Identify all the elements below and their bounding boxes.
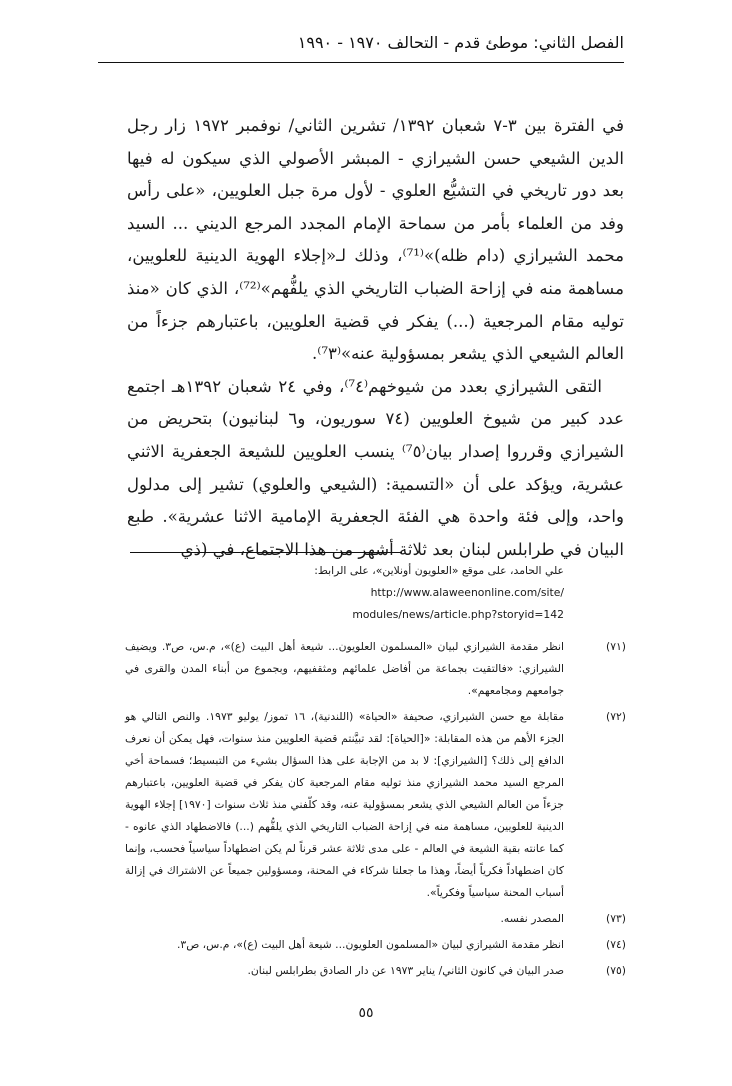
footnote-text: مقابلة مع حسن الشيرازي، صحيفة «الحياة» (اللندنية)، ١٦ تموز/ يوليو ١٩٧٣. والنص التالي هو الجزء الأهم من هذه المقابلة: «[الحياة]: لقد تبيَّنتم قضية العلويين منذ سنوات، فهل يمكن أن نعرف الدافع إلى ذلك؟ [الشيرازي]: لا بد من الإجابة على هذا السؤال بشيء من التبسيط؛ فسماحة أخي المرجع السيد محمد الشيرازي منذ توليه مقام المرجعية كان يفكر في قضية العلويين، باعتبارهم جزءاً من العالم الشيعي الذي يشعر بمسؤولية عنه، وقد كلّفني منذ ثلاث سنوات [١٩٧٠] إجلاء الهوية الدينية للعلويين، مساهمة منه في إزاحة الضباب التاريخي الذي يلفُّهم (...) فالاضطهاد الذي عانوه - كما عانته بقية الشيعة في العالم - على مدى ثلاثة عشر قرناً لم يكن اضطهاداً سياسياً فحسب، وإنما كان اضطهاداً فكرياً أيضاً، وهذا ما جعلنا شركاء في المحنة، ومسؤولين جميعاً عن الاشتراك في إزالة أسباب المحنة سياسياً وفكرياً». xyxy=(125,710,564,899)
footnote-continuation-text: علي الحامد، على موقع «العلويون أونلاين»، على الرابط: xyxy=(314,564,564,577)
footnote-number: (٧٤) xyxy=(605,938,627,951)
body-text xyxy=(127,110,624,566)
header-rule xyxy=(98,62,624,63)
footnote-link-path[interactable]: modules/news/article.php?storyid=142 xyxy=(352,608,564,621)
footnote-text: المصدر نفسه. xyxy=(500,912,564,925)
footnote-72 xyxy=(125,706,634,904)
footnotes xyxy=(125,560,634,986)
footnote-number: (٧١) xyxy=(605,640,627,653)
footnote-number: (٧٢) xyxy=(605,710,627,723)
footnote-separator xyxy=(130,552,402,553)
footnote-73 xyxy=(125,908,634,930)
footnote-text: انظر مقدمة الشيرازي لبيان «المسلمون العلويون... شيعة أهل البيت (ع)»، م.س، ص٣. xyxy=(176,938,564,951)
running-header: الفصل الثاني: موطئ قدم - التحالف ١٩٧٠ - ١٩٩٠ xyxy=(297,33,624,52)
footnote-71 xyxy=(125,636,634,702)
body-paragraph-2: التقى الشيرازي بعدد من شيوخهم⁽⁷٤⁾، وفي ٢٤ شعبان ١٣٩٢هـ اجتمع عدد كبير من شيوخ العلويين (٧٤ سوريون، و٦ لبنانيون) بتحريض من الشيرازي وقرروا إصدار بيان⁽⁷٥⁾ ينسب العلويين للشيعة الجعفرية الاثني عشرية، ويؤكد على أن «التسمية: (الشيعي والعلوي) تشير إلى مدلول واحد، وإلى فئة واحدة هي الفئة الجعفرية الإمامية الاثنا عشرية». طبع البيان في طرابلس لبنان بعد ثلاثة أشهر من هذا الاجتماع، في (ذي xyxy=(127,376,624,559)
footnote-number: (٧٥) xyxy=(605,964,627,977)
footnote-text: صدر البيان في كانون الثاني/ يناير ١٩٧٣ عن دار الصادق بطرابلس لبنان. xyxy=(247,964,564,977)
footnote-continuation xyxy=(125,560,634,626)
page-number: ٥٥ xyxy=(358,1005,374,1021)
body-paragraph-1: في الفترة بين ٣-٧ شعبان ١٣٩٢/ تشرين الثاني/ نوفمبر ١٩٧٢ زار رجل الدين الشيعي حسن الشيرازي - المبشر الأصولي الذي سيكون له فيها بعد دور تاريخي في التشيُّع العلوي - لأول مرة جبل العلويين، «على رأس وفد من العلماء بأمر من سماحة الإمام المجدد المرجع الديني ... السيد محمد الشيرازي (دام ظله)»⁽⁷¹⁾، وذلك لـ«إجلاء الهوية الدينية للعلويين، مساهمة منه في إزاحة الضباب التاريخي الذي يلفُّهم»⁽⁷²⁾، الذي كان «منذ توليه مقام المرجعية (...) يفكر في قضية العلويين، باعتبارهم جزءاً من العالم الشيعي الذي يشعر بمسؤولية عنه»⁽⁷٣⁾. xyxy=(127,116,624,364)
footnote-74 xyxy=(125,934,634,956)
footnote-text: انظر مقدمة الشيرازي لبيان «المسلمون العلويون... شيعة أهل البيت (ع)»، م.س، ص٣. ويضيف الشيرازي: «فالتقيت بجماعة من أفاضل علمائهم ومثقفيهم، وبجموع من أبناء المدن والقرى في جوامعهم ومجامعهم». xyxy=(125,640,564,697)
footnote-75 xyxy=(125,960,634,982)
footnote-link[interactable]: http://www.alaweenonline.com/site/ xyxy=(370,586,564,599)
footnote-number: (٧٣) xyxy=(605,912,627,925)
